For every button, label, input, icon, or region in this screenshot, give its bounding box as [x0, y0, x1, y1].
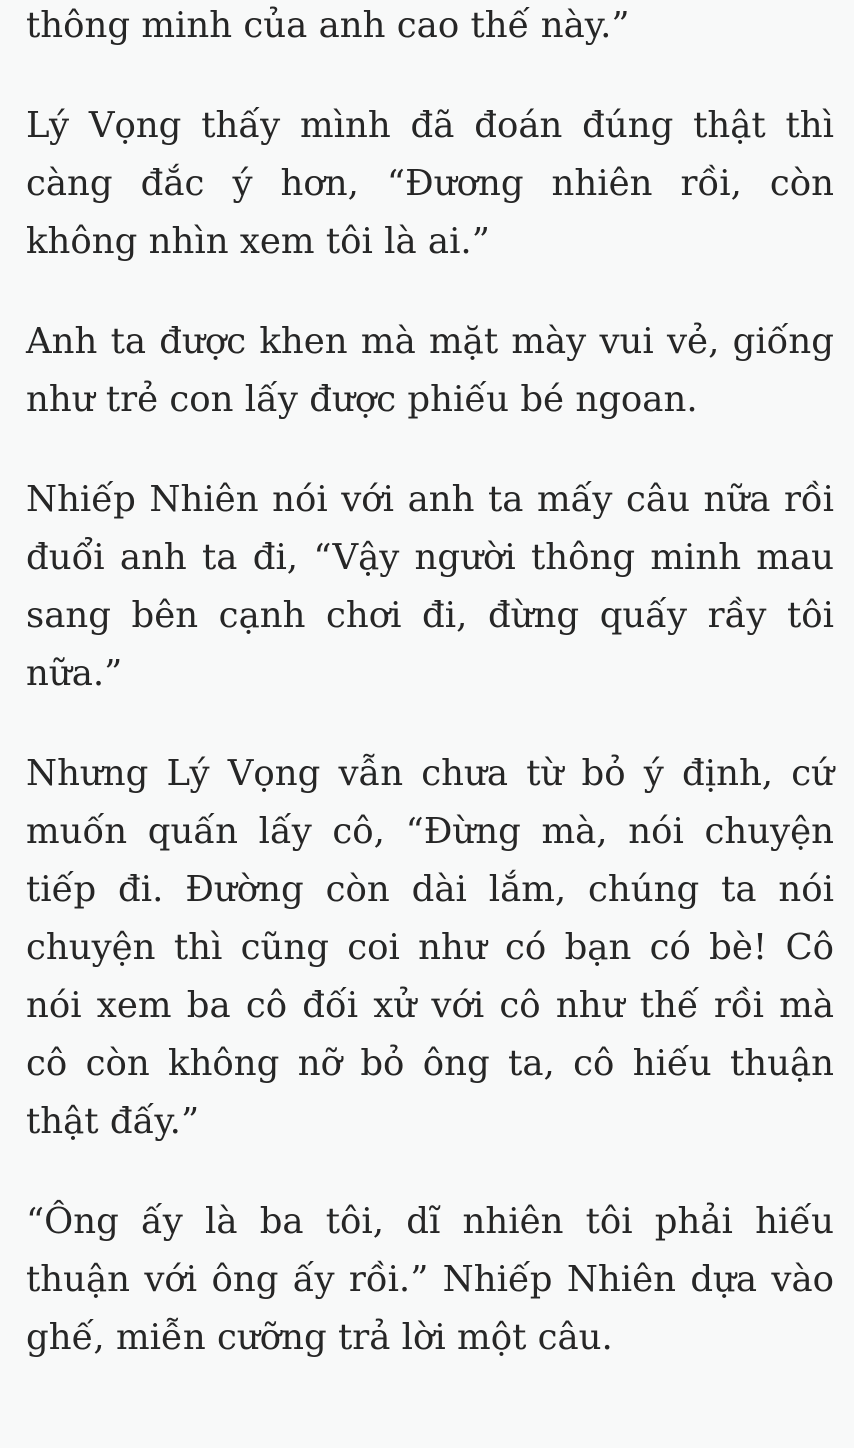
paragraph: Nhiếp Nhiên nói với anh ta mấy câu nữa rồi đuổi anh ta đi, “Vậy người thông minh mau sang bên cạnh chơi đi, đừng quấy rầy tôi nữa.” — [26, 479, 834, 694]
paragraph: Nhưng Lý Vọng vẫn chưa từ bỏ ý định, cứ muốn quấn lấy cô, “Đừng mà, nói chuyện tiếp đi. Đường còn dài lắm, chúng ta nói chuyện thì cũng coi như có bạn có bè! Cô nói xem ba cô đối xử với cô như thế rồi mà cô còn không nỡ bỏ ông ta, cô hiếu thuận thật đấy.” — [26, 753, 834, 1142]
paragraph: Anh ta được khen mà mặt mày vui vẻ, giống như trẻ con lấy được phiếu bé ngoan. — [26, 321, 834, 420]
paragraph: Lý Vọng thấy mình đã đoán đúng thật thì càng đắc ý hơn, “Đương nhiên rồi, còn không nhìn xem tôi là ai.” — [26, 105, 834, 262]
paragraph: “Ông ấy là ba tôi, dĩ nhiên tôi phải hiếu thuận với ông ấy rồi.” Nhiếp Nhiên dựa vào ghế, miễn cưỡng trả lời một câu. — [26, 1201, 834, 1358]
paragraph: thông minh của anh cao thế này.” — [26, 5, 630, 46]
reading-pane — [26, 0, 834, 1367]
